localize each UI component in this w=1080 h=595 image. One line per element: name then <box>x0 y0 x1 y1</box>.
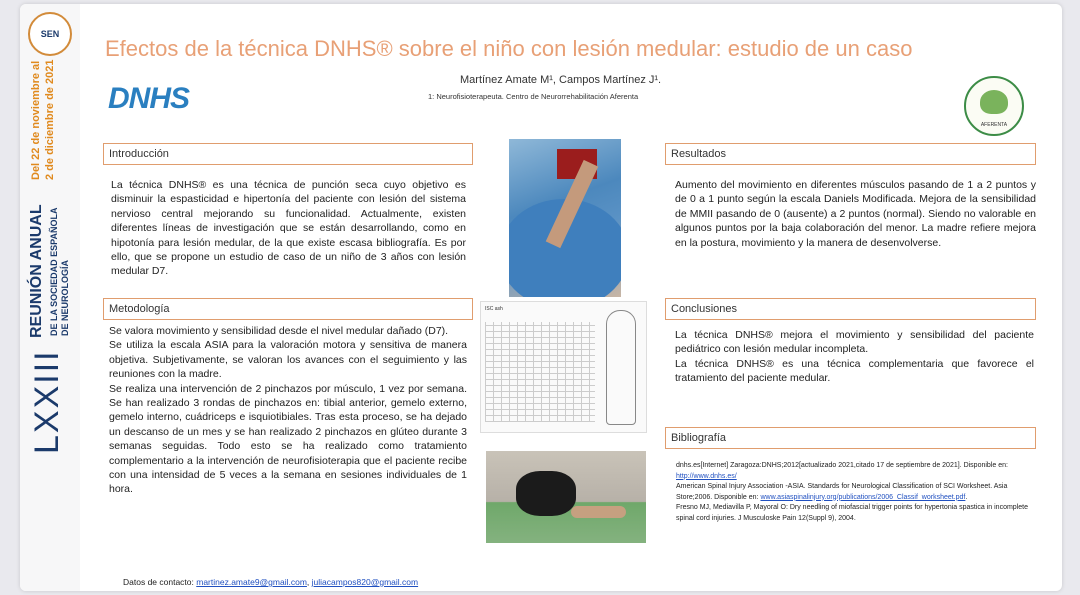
reference-text: American Spinal Injury Association -ASIA. Standards for Neurological Classification of SCI Worksheet. Asia Store;2006. Disponible en: <box>676 483 1008 501</box>
conclusiones-heading: Conclusiones <box>665 298 1036 320</box>
contact-info <box>123 577 418 587</box>
reference-end: . <box>965 493 968 501</box>
bibliografia-heading: Bibliografía <box>665 427 1036 449</box>
asia-worksheet-image <box>480 301 647 433</box>
reference-link[interactable]: www.asiaspinalinjury.org/publications/2006_Classif_worksheet.pdf <box>760 493 966 501</box>
aferenta-logo <box>964 76 1024 136</box>
sen-logo-text: SEN <box>40 29 60 39</box>
contact-email-1[interactable]: martinez.amate9@gmail.com <box>196 577 307 587</box>
patient-floor-photo <box>486 451 646 543</box>
introduccion-heading: Introducción <box>103 143 473 165</box>
reunion-label: REUNIÓN ANUAL <box>28 204 45 338</box>
torso-shape <box>516 471 576 516</box>
conclusiones-paragraph: La técnica DNHS® mejora el movimiento y sensibilidad del paciente pediátrico con lesión medular incompleta. <box>675 329 1034 356</box>
affiliation: 1: Neurofisioterapeuta. Centro de Neurorrehabilitación Aferenta <box>428 92 639 101</box>
resultados-heading: Resultados <box>665 143 1036 165</box>
society-line2: DE NEUROLOGÍA <box>60 259 70 336</box>
edition-roman: LXXIII <box>28 349 66 454</box>
contact-separator: , <box>306 577 312 587</box>
conclusiones-text <box>675 328 1034 386</box>
metodologia-paragraph: Se utiliza la escala ASIA para la valoración motora y sensitiva de manera objetiva. Subjetivamente, se valoran los avances con el seguimiento y las reuniones con la madre. <box>109 339 467 381</box>
society-line1: DE LA SOCIEDAD ESPAÑOLA <box>49 207 59 336</box>
conclusiones-paragraph: La técnica DNHS® es una técnica complementaria que favorece el tratamiento del paciente medular. <box>675 357 1034 385</box>
poster-title: Efectos de la técnica DNHS® sobre el niño con lesión medular: estudio de un caso <box>105 36 913 61</box>
resultados-text: Aumento del movimiento en diferentes músculos pasando de 1 a 2 puntos y de 0 a 1 punto según la escala Daniels Modificada. Mejora de la sensibilidad de MMII pasando de 0 (ausente) a 2 puntos (normal). Siendo no valorable en algunos puntos por la baja colaboración del menor. La madre refiere mejora en la postura, movimiento y la manera de desenvolverse. <box>675 179 1036 249</box>
aferenta-logo-text: AFERENTA <box>980 122 1008 128</box>
reference-text: dnhs.es[Internet] Zaragoza:DNHS;2012[actualizado 2021,citado 17 de septiembre de 2021]. Disponible en: <box>676 462 1008 469</box>
event-date-line2: 2 de diciembre de 2021 <box>44 59 56 180</box>
sen-logo <box>28 12 72 56</box>
dnhs-logo: DNHS <box>108 82 190 115</box>
contact-email-2[interactable]: juliacampos820@gmail.com <box>311 577 419 587</box>
metodologia-paragraph: Se valora movimiento y sensibilidad desde el nivel medular dañado (D7). <box>109 325 449 337</box>
event-date-line1: Del 22 de noviembre al <box>30 60 42 180</box>
reference-link[interactable]: http://www.dnhs.es/ <box>676 472 737 480</box>
worksheet-title: ISC ash <box>485 306 503 312</box>
introduccion-text: La técnica DNHS® es una técnica de punción seca cuyo objetivo es disminuir la espasticidad e hipertonía del paciente con lesión del sistema nervioso central mejorando su funcionalidad. Actualmente, existen diferentes líneas de investigación que se están desarrollando, como en hipotonía para lesión medular, de la que existe escasa bibliografía. Es por ello, que se propone un estudio de caso de un niño de 3 años con lesión medular D7. <box>111 179 466 278</box>
metodologia-text <box>109 324 467 497</box>
authors: Martínez Amate M¹, Campos Martínez J¹. <box>460 74 662 86</box>
metodologia-heading: Metodología <box>103 298 473 320</box>
worksheet-grid <box>485 322 595 422</box>
contact-label: Datos de contacto: <box>123 577 197 587</box>
metodologia-paragraph: Se realiza una intervención de 2 pinchazos por músculo, 1 vez por semana. Se han realizado 3 rondas de pinchazos en: tibial anterior, gemelo externo, gemelo interno, cuádriceps e isquiotibiales. Tras esta proceso, se ha dejado un descanso de un mes y se han realizado 2 pinchazos en glúteo durante 3 semanas seguidas. Todo esto se ha realizado como tratamiento complementario a la intervención de neurofisioterapia que el paciente recibe con una intensidad de 5 veces a la semana en sesiones individuales de 1 hora. <box>109 382 467 496</box>
bibliografia-list <box>676 461 1031 524</box>
poster <box>20 4 1062 591</box>
reference-2 <box>676 482 1031 503</box>
sidebar <box>20 4 80 591</box>
leg-shape <box>571 506 626 518</box>
reference-3: Fresno MJ, Mediavilla P, Mayoral O: Dry needling of miofascial trigger points for hypertonia spastica in incomplete spinal cord injuries. J Musculoske Pain 12(Suppl 9), 2004. <box>676 504 1028 522</box>
brain-icon <box>980 90 1008 114</box>
reference-1 <box>676 461 1031 482</box>
body-diagram-icon <box>606 310 636 425</box>
patient-ball-photo <box>509 139 621 297</box>
